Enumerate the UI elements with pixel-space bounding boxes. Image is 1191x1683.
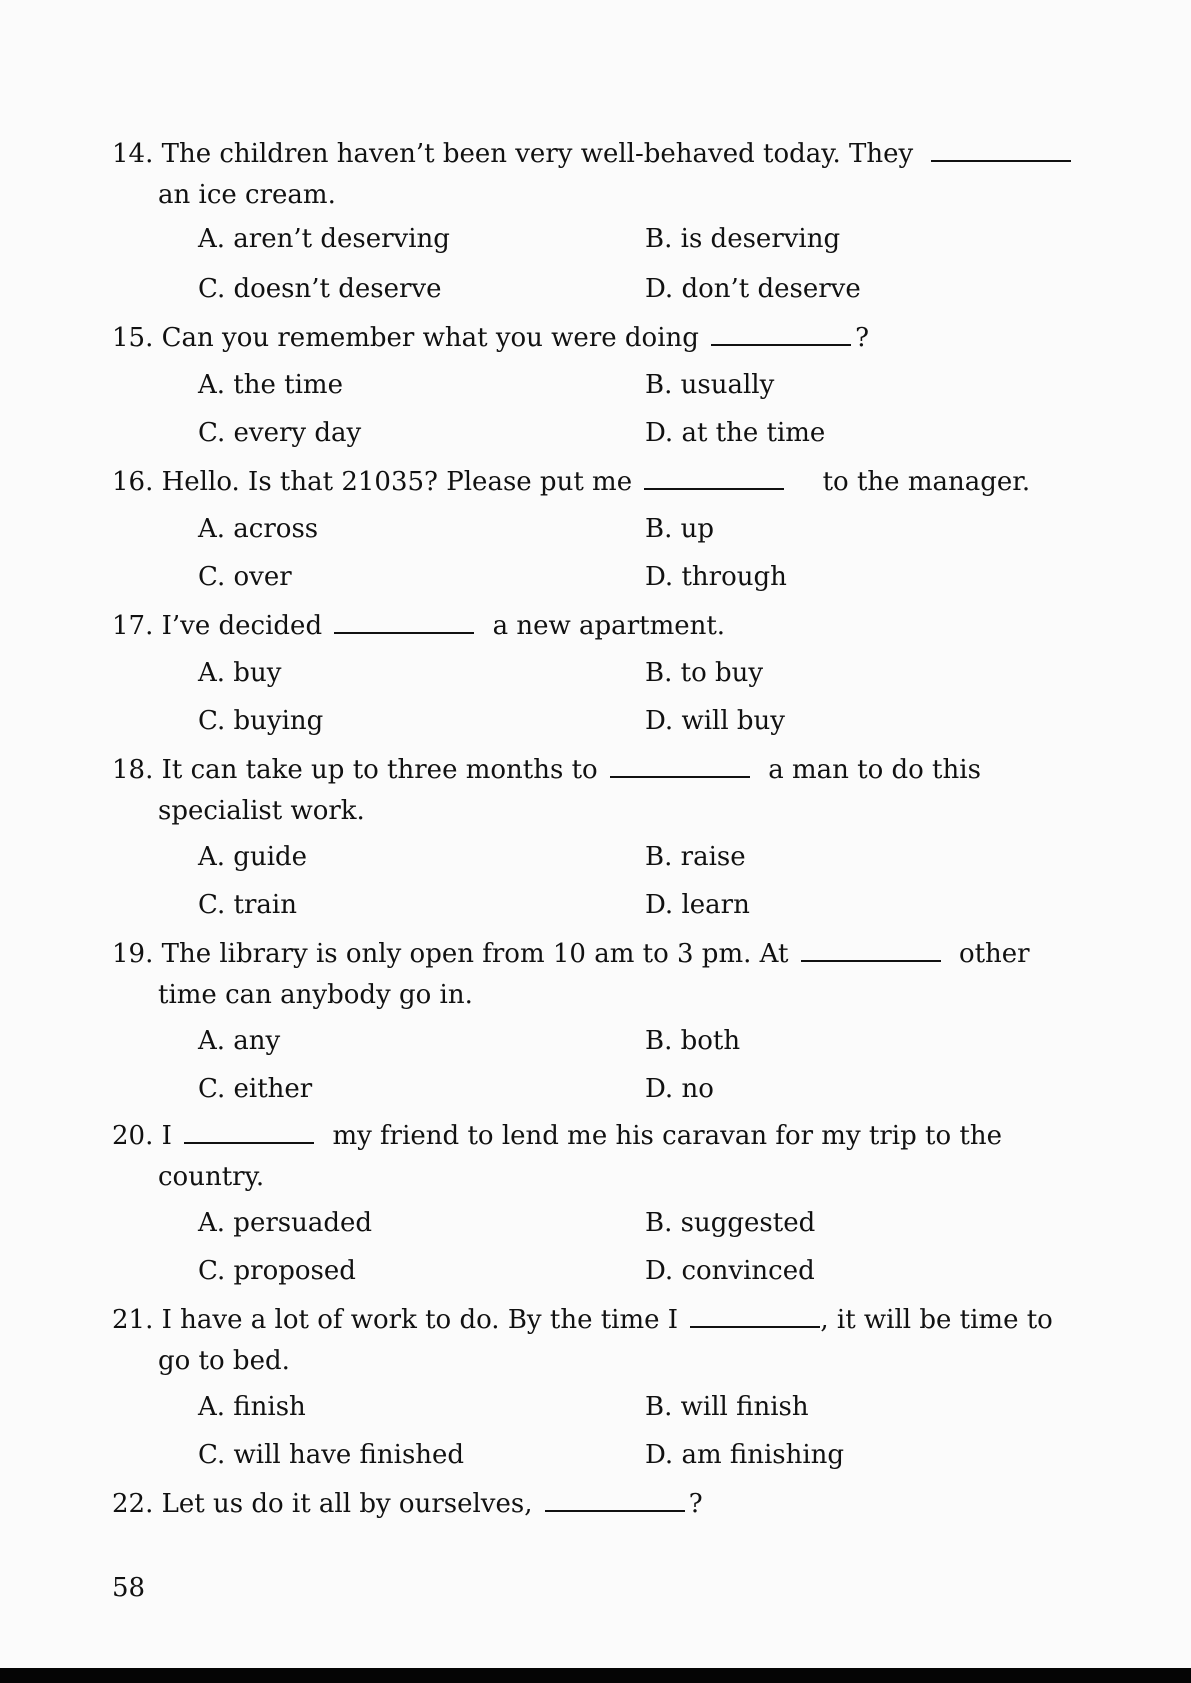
question-text: Hello. Is that 21035? Please put me bbox=[161, 467, 633, 497]
option-a: A. across bbox=[198, 514, 319, 544]
option-c: C. buying bbox=[198, 706, 324, 736]
option-d: D. at the time bbox=[645, 418, 826, 448]
answer-blank bbox=[711, 322, 851, 346]
question-20-line-2: country. bbox=[158, 1162, 265, 1192]
question-text: The children haven’t been very well-behaved today. They bbox=[161, 139, 914, 169]
question-19-line-1 bbox=[112, 938, 1030, 969]
question-number: 14. bbox=[112, 139, 154, 169]
question-number: 16. bbox=[112, 467, 154, 497]
option-b: B. raise bbox=[645, 842, 746, 872]
option-d: D. learn bbox=[645, 890, 750, 920]
answer-blank bbox=[610, 754, 750, 778]
answer-blank bbox=[334, 610, 474, 634]
option-b: B. up bbox=[645, 514, 715, 544]
question-number: 15. bbox=[112, 323, 154, 353]
option-c: C. every day bbox=[198, 418, 362, 448]
question-text: Let us do it all by ourselves, bbox=[161, 1489, 533, 1519]
option-b: B. both bbox=[645, 1026, 741, 1056]
option-c: C. doesn’t deserve bbox=[198, 274, 442, 304]
question-text-end: , it will be time to bbox=[820, 1305, 1053, 1335]
option-b: B. will finish bbox=[645, 1392, 809, 1422]
question-20-line-1 bbox=[112, 1120, 1002, 1151]
answer-blank bbox=[690, 1304, 820, 1328]
question-text-end: ? bbox=[688, 1489, 703, 1519]
scan-edge-bar bbox=[0, 1668, 1191, 1683]
answer-blank bbox=[545, 1488, 685, 1512]
option-a: A. the time bbox=[198, 370, 343, 400]
question-14-line-1 bbox=[112, 138, 1075, 169]
question-number: 19. bbox=[112, 939, 154, 969]
answer-blank bbox=[184, 1120, 314, 1144]
question-number: 17. bbox=[112, 611, 154, 641]
question-text: Can you remember what you were doing bbox=[161, 323, 699, 353]
option-a: A. aren’t deserving bbox=[198, 224, 450, 254]
answer-blank bbox=[801, 938, 941, 962]
option-b: B. usually bbox=[645, 370, 775, 400]
option-d: D. don’t deserve bbox=[645, 274, 861, 304]
question-text: I’ve decided bbox=[161, 611, 323, 641]
question-22-line-1 bbox=[112, 1488, 703, 1519]
question-19-line-2: time can anybody go in. bbox=[158, 980, 473, 1010]
question-text-end: ? bbox=[855, 323, 870, 353]
question-15-line-1 bbox=[112, 322, 869, 353]
option-b: B. to buy bbox=[645, 658, 764, 688]
question-17-line-1 bbox=[112, 610, 725, 641]
question-text-end: a new apartment. bbox=[492, 611, 726, 641]
option-c: C. either bbox=[198, 1074, 313, 1104]
question-text-end: to the manager. bbox=[822, 467, 1031, 497]
option-d: D. am finishing bbox=[645, 1440, 845, 1470]
option-a: A. finish bbox=[198, 1392, 306, 1422]
option-c: C. will have finished bbox=[198, 1440, 465, 1470]
question-text: It can take up to three months to bbox=[161, 755, 598, 785]
answer-blank bbox=[644, 466, 784, 490]
question-21-line-1 bbox=[112, 1304, 1053, 1335]
question-text: The library is only open from 10 am to 3 pm. At bbox=[161, 939, 789, 969]
question-text-end: a man to do this bbox=[768, 755, 981, 785]
question-21-line-2: go to bed. bbox=[158, 1346, 290, 1376]
option-a: A. guide bbox=[198, 842, 308, 872]
question-14-line-2: an ice cream. bbox=[158, 180, 336, 210]
option-b: B. suggested bbox=[645, 1208, 816, 1238]
option-a: A. any bbox=[198, 1026, 281, 1056]
question-text-end: other bbox=[958, 939, 1030, 969]
page-number: 58 bbox=[112, 1573, 146, 1603]
option-d: D. no bbox=[645, 1074, 714, 1104]
question-16-line-1 bbox=[112, 466, 1030, 497]
option-b: B. is deserving bbox=[645, 224, 841, 254]
option-d: D. through bbox=[645, 562, 787, 592]
question-number: 22. bbox=[112, 1489, 154, 1519]
question-number: 18. bbox=[112, 755, 154, 785]
question-text: I have a lot of work to do. By the time I bbox=[161, 1305, 679, 1335]
question-text: I bbox=[161, 1121, 172, 1151]
option-a: A. buy bbox=[198, 658, 282, 688]
question-18-line-1 bbox=[112, 754, 981, 785]
option-c: C. over bbox=[198, 562, 292, 592]
option-c: C. train bbox=[198, 890, 297, 920]
option-c: C. proposed bbox=[198, 1256, 356, 1286]
question-number: 20. bbox=[112, 1121, 154, 1151]
answer-blank bbox=[931, 138, 1071, 162]
question-18-line-2: specialist work. bbox=[158, 796, 365, 826]
option-d: D. convinced bbox=[645, 1256, 815, 1286]
question-text-end: my friend to lend me his caravan for my trip to the bbox=[332, 1121, 1002, 1151]
question-number: 21. bbox=[112, 1305, 154, 1335]
option-d: D. will buy bbox=[645, 706, 785, 736]
option-a: A. persuaded bbox=[198, 1208, 373, 1238]
